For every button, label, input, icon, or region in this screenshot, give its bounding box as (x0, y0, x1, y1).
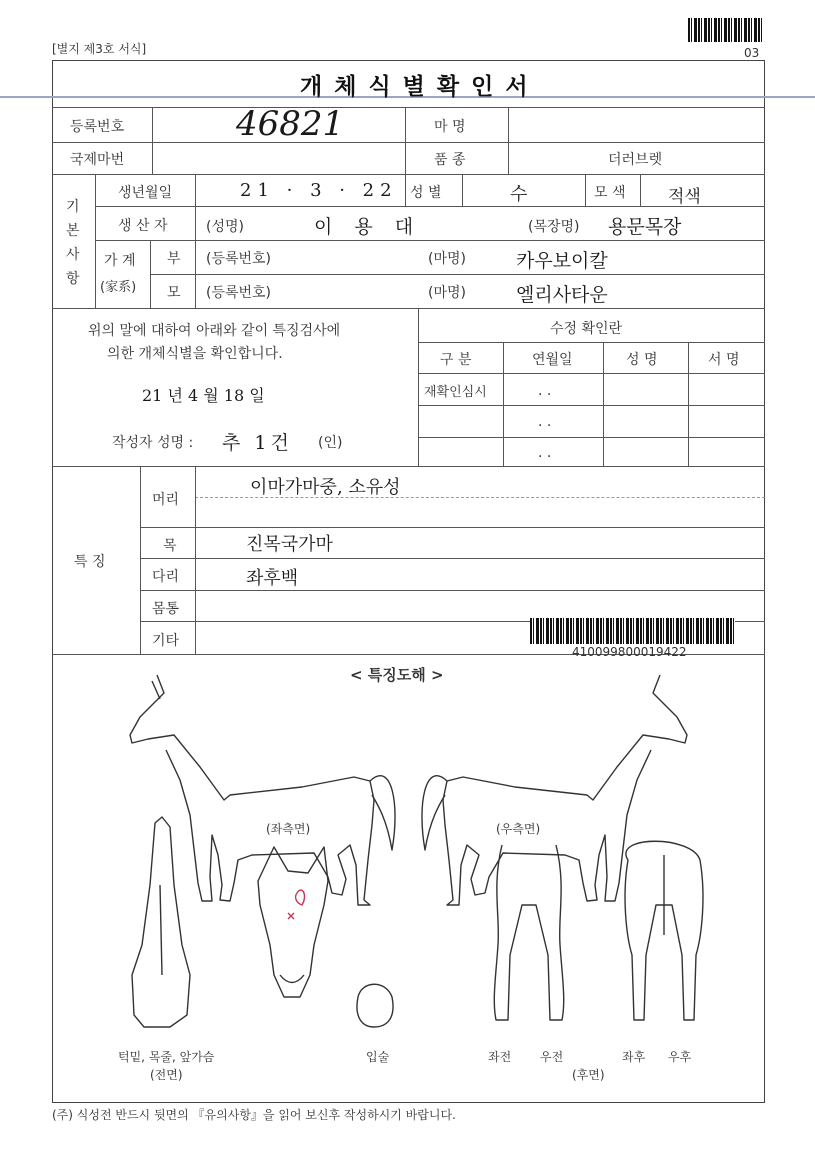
basic-section-label-4: 항 (66, 271, 80, 287)
horse-diagram (52, 655, 765, 1103)
statement-line-2: 의한 개체식별을 확인합니다. (107, 346, 283, 362)
chip-number: 410099800019422 (572, 645, 687, 659)
muzzle-label: 입술 (366, 1050, 390, 1064)
features-section-label: 특 징 (74, 554, 106, 570)
statement-line-1: 위의 말에 대하여 아래와 같이 특징검사에 (88, 323, 341, 339)
hind-left-label: 좌후 (622, 1050, 646, 1064)
page-number: 03 (744, 46, 760, 60)
body-label: 몸통 (152, 601, 180, 617)
writer-label: 작성자 성명 : (112, 435, 194, 451)
birth-label: 생년월일 (118, 185, 173, 201)
basic-section-label-2: 본 (66, 223, 80, 239)
birth-value: 21 · 3 · 22 (240, 180, 398, 201)
hind-right-label: 우후 (668, 1050, 692, 1064)
front-left-label: 좌전 (488, 1050, 512, 1064)
breed-value: 더러브렛 (608, 152, 663, 168)
front-right-label: 우전 (540, 1050, 564, 1064)
sex-value: 수 (510, 184, 528, 205)
chip-barcode (530, 618, 735, 644)
diagram-title: < 특징도해 > (350, 666, 444, 684)
sex-label: 성 별 (410, 185, 442, 201)
dam-name-label: (마명) (428, 285, 466, 301)
ranch-label: (목장명) (528, 219, 580, 235)
rear-label: (후면) (572, 1068, 605, 1082)
head-value: 이마가마중, 소유성 (250, 477, 401, 498)
ranch-value: 용문목장 (608, 216, 682, 238)
footer-note: (주) 식성전 반드시 뒷면의 『유의사항』을 읽어 보신후 작성하시기 바랍니다. (52, 1108, 456, 1122)
col-name: 성 명 (626, 352, 658, 368)
producer-name-value: 이 용 대 (314, 216, 422, 238)
confirmation-date: 21 년 4 월 18 일 (142, 386, 265, 405)
sire-name-value: 카우보이칼 (516, 250, 608, 272)
dam-label: 모 (167, 285, 181, 301)
page-title: 개 체 식 별 확 인 서 (300, 74, 530, 100)
reg-no-value: 46821 (236, 104, 345, 144)
leg-value: 좌후백 (246, 568, 299, 589)
lineage-hanja: (家系) (100, 280, 137, 295)
top-barcode (688, 18, 762, 42)
sire-name-label: (마명) (428, 251, 466, 267)
head-label: 머리 (152, 492, 180, 508)
front-caption: 턱밑, 목줄, 앞가슴 (118, 1050, 215, 1064)
writer-value: 추 1건 (222, 432, 293, 454)
row1-label: 재확인심시 (424, 385, 487, 400)
sire-label: 부 (167, 251, 181, 267)
reg-no-label: 등록번호 (70, 119, 125, 135)
sire-reg-label: (등록번호) (206, 251, 272, 267)
col-type: 구 분 (440, 352, 472, 368)
etc-label: 기타 (152, 633, 180, 649)
seal-label: (인) (318, 435, 343, 451)
basic-section-label-1: 기 (66, 199, 80, 215)
left-side-label: (좌측면) (266, 822, 311, 836)
form-label: [별지 제3호 서식] (52, 42, 147, 56)
neck-value: 진목국가마 (246, 534, 333, 555)
lineage-label: 가 계 (104, 253, 136, 269)
color-label: 모 색 (594, 185, 626, 201)
front-label: (전면) (150, 1068, 183, 1082)
producer-label: 생 산 자 (118, 218, 168, 234)
breed-label: 품 종 (434, 152, 466, 168)
col-date: 연월일 (532, 352, 573, 368)
producer-name-label: (성명) (206, 219, 244, 235)
right-side-label: (우측면) (496, 822, 541, 836)
color-value: 적색 (668, 187, 701, 207)
neck-label: 목 (163, 538, 177, 554)
date-dots-1: . . (538, 383, 552, 399)
basic-section-label-3: 사 (66, 247, 80, 263)
intl-no-label: 국제마번 (70, 152, 125, 168)
dam-name-value: 엘리사타운 (516, 284, 608, 306)
date-dots-3: . . (538, 445, 552, 461)
col-sign: 서 명 (708, 352, 740, 368)
leg-label: 다리 (152, 569, 180, 585)
dam-reg-label: (등록번호) (206, 285, 272, 301)
name-label: 마 명 (434, 119, 466, 135)
date-dots-2: . . (538, 414, 552, 430)
correction-title: 수정 확인란 (550, 321, 623, 337)
